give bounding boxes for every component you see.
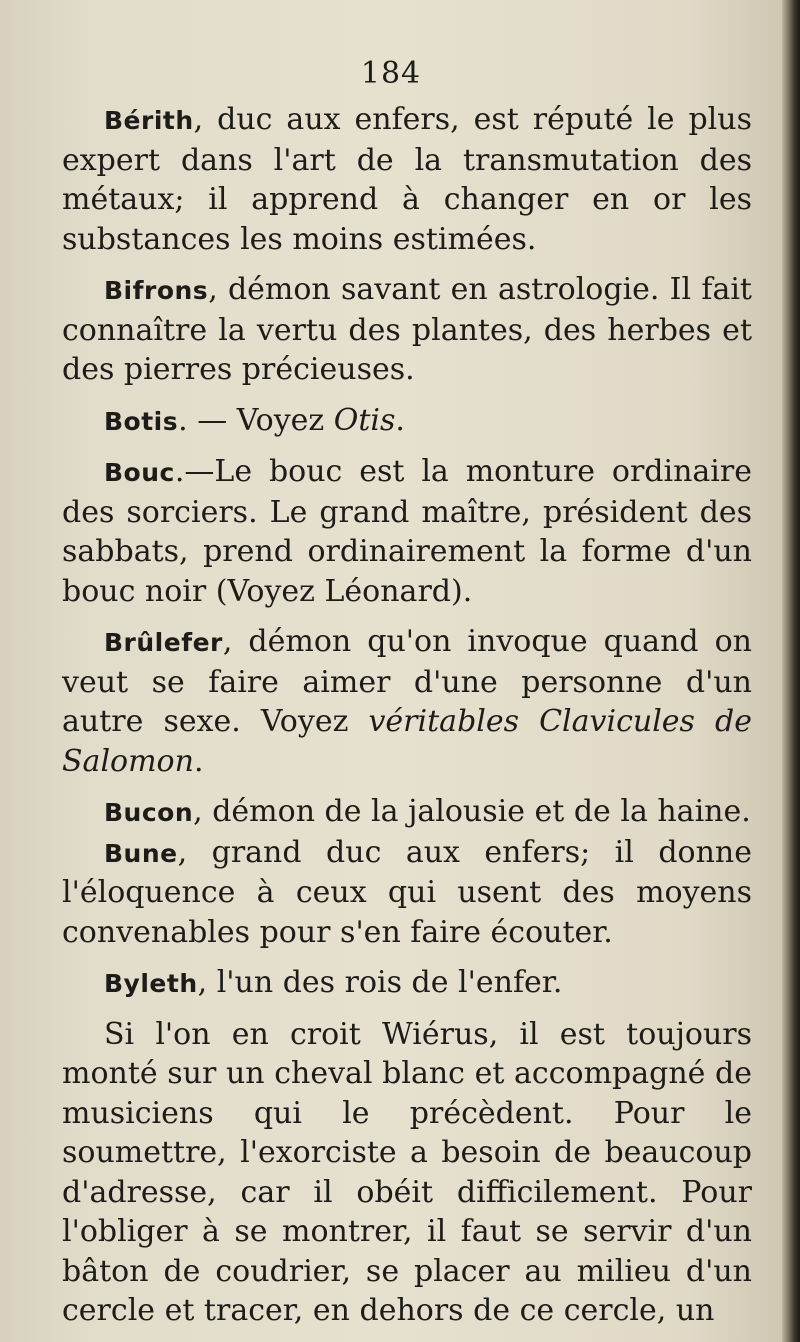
entry-bouc <box>62 452 752 611</box>
cross-reference: Otis <box>333 402 396 438</box>
entry-text: .—Le bouc est la monture ordinaire des sorciers. Le grand maître, président des sabbats, prend ordinairement la forme d'un bouc noir (Voyez Léonard). <box>62 454 752 609</box>
entry-bucon <box>62 792 752 833</box>
continuation-paragraph: Si l'on en croit Wiérus, il est toujours monté sur un cheval blanc et accompagné de musiciens qui le précèdent. Pour le soumettre, l'exorciste a besoin de beaucoup d'adresse, car il obéit difficilement. Pour l'obliger à se montrer, il faut se servir d'un bâton de coudrier, se placer au milieu d'un cercle et tracer, en dehors de ce cercle, un <box>62 1016 752 1328</box>
entry-bune <box>62 833 752 953</box>
headword: Brûlefer <box>104 628 223 657</box>
page-number: 184 <box>360 56 422 91</box>
cross-reference: véritables Clavicules de Salomon <box>62 704 752 779</box>
headword: Bucon <box>104 798 194 827</box>
entry-text: , démon de la jalousie et de la haine. <box>193 794 751 829</box>
entry-text: , duc aux enfers, est réputé le plus expert dans l'art de la transmutation des métaux; il apprend à changer en or les substances les moins estimées. <box>62 102 752 257</box>
entry-tail: . <box>395 402 405 438</box>
headword: Bouc <box>104 458 175 487</box>
headword: Bune <box>104 838 178 868</box>
entry-text: . — Voyez <box>178 402 334 438</box>
entry-text: , grand duc aux enfers; il donne l'éloquence à ceux qui usent des moyens convenables pour s'en faire écouter. <box>62 834 752 950</box>
headword: Bérith <box>104 106 194 135</box>
headword: Byleth <box>104 969 198 998</box>
entry-bifrons <box>62 270 752 390</box>
headword: Bifrons <box>104 276 209 305</box>
entry-text: , démon savant en astrologie. Il fait connaître la vertu des plantes, des herbes et des pierres précieuses. <box>62 272 752 387</box>
entry-text: , l'un des rois de l'enfer. <box>197 965 563 1000</box>
entry-berith <box>62 100 752 259</box>
entry-text: , démon qu'on invoque quand on veut se faire aimer d'une personne d'un autre sexe. Voyez <box>62 624 752 739</box>
entry-byleth <box>62 963 752 1004</box>
entry-botis <box>62 401 752 442</box>
entry-tail: . <box>193 743 204 779</box>
headword: Botis <box>104 406 179 436</box>
page-edge <box>782 0 800 1342</box>
entry-brulefer <box>62 622 752 781</box>
dictionary-text <box>62 100 752 1331</box>
